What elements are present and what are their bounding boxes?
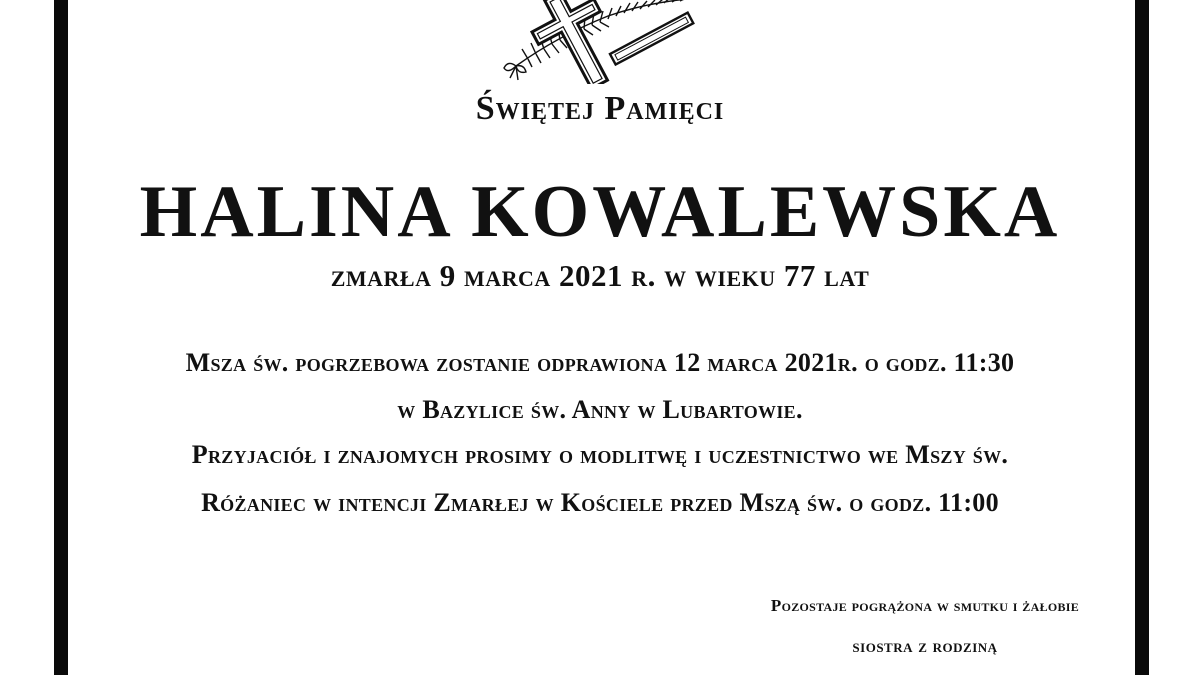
signature: siostra z rodziną xyxy=(852,636,998,657)
rosary-line: Różaniec w intencji Zmarłej w Kościele przed Mszą św. o godz. 11:00 xyxy=(201,488,999,517)
funeral-mass-line: Msza św. pogrzebowa zostanie odprawiona 12 marca 2021r. o godz. 11:30 xyxy=(185,348,1015,377)
cross-with-palm-branch-icon xyxy=(498,0,708,84)
death-date-line: zmarła 9 marca 2021 r. w wieku 77 lat xyxy=(330,258,870,293)
heading-in-memoriam: Świętej Pamięci xyxy=(475,90,725,127)
invitation-line: Przyjaciół i znajomych prosimy o modlitwę i uczestnictwo we Mszy św. xyxy=(191,440,1009,469)
deceased-name: HALINA KOWALEWSKA xyxy=(139,171,1061,253)
church-location-line: w Bazylice św. Anny w Lubartowie. xyxy=(397,395,803,424)
signature-intro: Pozostaje pogrążona w smutku i żałobie xyxy=(770,596,1080,615)
